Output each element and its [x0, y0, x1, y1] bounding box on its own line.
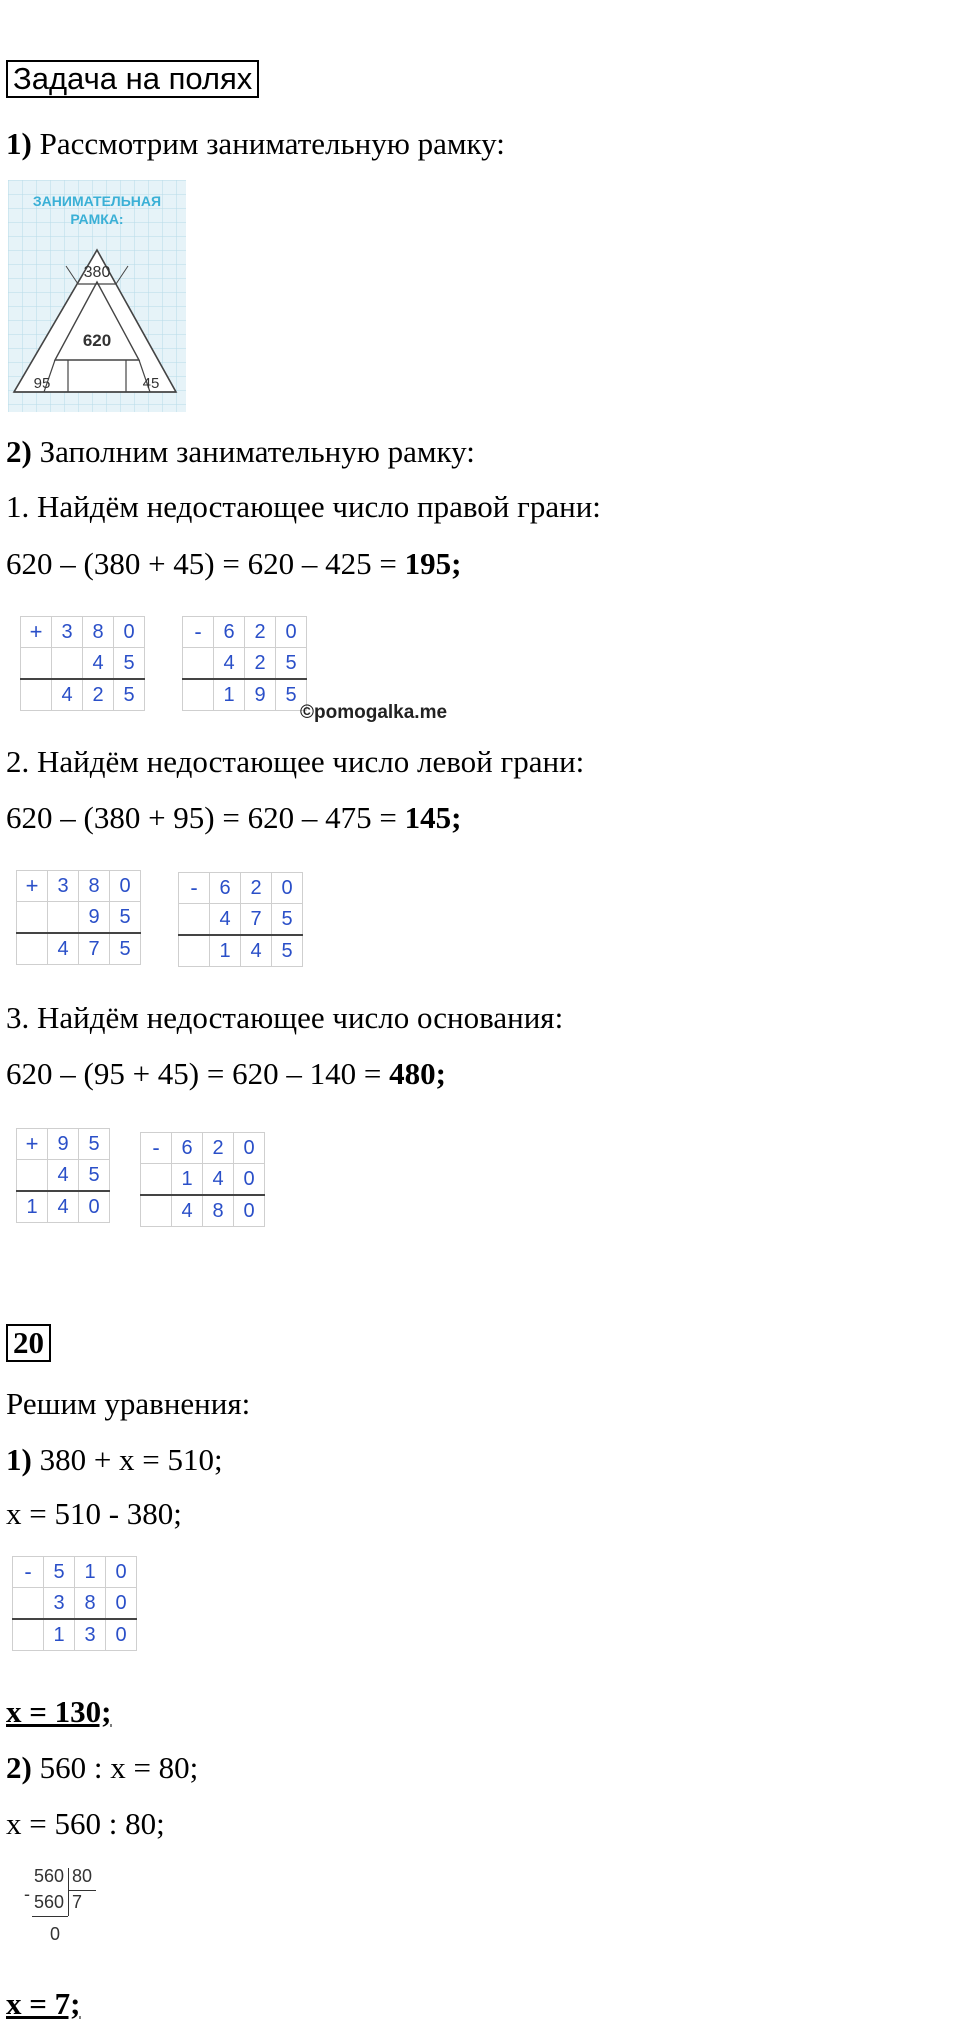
operator-cell: - — [183, 617, 214, 648]
step-2-number: 2) — [6, 434, 32, 469]
grid-row — [141, 1195, 265, 1227]
digit-cell: 5 — [272, 904, 303, 936]
digit-cell: 7 — [79, 933, 110, 965]
digit-cell: 0 — [110, 871, 141, 902]
grid-row — [13, 1588, 137, 1620]
digit-cell: 3 — [44, 1588, 75, 1620]
step-1-number: 1) — [6, 126, 32, 161]
digit-cell: 5 — [110, 933, 141, 965]
digit-cell: 4 — [210, 904, 241, 936]
equation-2-answer: x = 7; — [6, 1986, 81, 2021]
watermark: ©pomogalka.me — [300, 702, 448, 723]
part-1-answer: 195; — [404, 546, 462, 581]
step-2-text: Заполним занимательную рамку: — [31, 434, 475, 469]
digit-cell: 0 — [106, 1619, 137, 1651]
digit-cell: 1 — [44, 1619, 75, 1651]
digit-cell: 4 — [172, 1195, 203, 1227]
digit-cell: 4 — [214, 648, 245, 680]
digit-cell: 3 — [75, 1619, 106, 1651]
part-1-expr: 620 – (380 + 45) = 620 – 425 = — [6, 546, 405, 581]
task-20-number-line — [6, 1324, 51, 1362]
digit-cell — [48, 902, 79, 934]
digit-cell — [52, 648, 83, 680]
digit-cell — [17, 902, 48, 934]
equation-2 — [6, 1750, 198, 1786]
digit-cell: 0 — [106, 1557, 137, 1588]
digit-cell: 2 — [203, 1133, 234, 1164]
grid-row — [179, 873, 303, 904]
digit-cell: 4 — [203, 1164, 234, 1196]
grid-row — [183, 679, 307, 711]
digit-cell — [179, 935, 210, 967]
digit-cell: 1 — [210, 935, 241, 967]
part-2-answer: 145; — [404, 800, 462, 835]
digit-cell: 1 — [172, 1164, 203, 1196]
digit-cell — [183, 679, 214, 711]
digit-cell: 5 — [79, 1129, 110, 1160]
digit-cell: 4 — [48, 1160, 79, 1192]
part-1-expression — [6, 546, 461, 582]
digit-cell — [141, 1164, 172, 1196]
digit-cell: 9 — [48, 1129, 79, 1160]
digit-cell: 2 — [245, 648, 276, 680]
division-minus-sign: - — [24, 1884, 30, 1904]
frame-top-value: 380 — [83, 264, 111, 281]
part-3-answer: 480; — [389, 1056, 446, 1091]
digit-cell: 0 — [272, 873, 303, 904]
digit-cell: 0 — [234, 1133, 265, 1164]
digit-cell — [183, 648, 214, 680]
task-20-number: 20 — [6, 1324, 51, 1362]
digit-cell: 3 — [48, 871, 79, 902]
equation-1 — [6, 1442, 223, 1478]
equation-2-step: x = 560 : 80; — [6, 1806, 165, 1841]
grid-row — [17, 1160, 110, 1192]
equation-1-text: 380 + x = 510; — [31, 1442, 223, 1477]
grid-row — [21, 648, 145, 680]
digit-cell: 4 — [52, 679, 83, 711]
digit-cell: 6 — [172, 1133, 203, 1164]
equation-2-text: 560 : x = 80; — [31, 1750, 199, 1785]
grid-row — [183, 648, 307, 680]
digit-cell: 4 — [48, 933, 79, 965]
digit-cell: 8 — [83, 617, 114, 648]
grid-row — [13, 1557, 137, 1588]
frame-center-value: 620 — [82, 331, 112, 350]
digit-cell: 4 — [83, 648, 114, 680]
equation-2-number: 2) — [6, 1750, 32, 1785]
digit-cell: 1 — [17, 1191, 48, 1223]
part-3-subtraction-grid — [140, 1132, 265, 1227]
division-remainder: 0 — [50, 1924, 61, 1944]
part-3-heading: 3. Найдём недостающее число основания: — [6, 1000, 564, 1035]
task-20-intro: Решим уравнения: — [6, 1386, 251, 1421]
digit-cell: 0 — [276, 617, 307, 648]
digit-cell: 0 — [234, 1164, 265, 1196]
digit-cell: 0 — [79, 1191, 110, 1223]
division-dividend: 560 — [34, 1866, 65, 1886]
digit-cell: 8 — [79, 871, 110, 902]
digit-cell: 1 — [75, 1557, 106, 1588]
digit-cell — [141, 1195, 172, 1227]
digit-cell: 5 — [114, 648, 145, 680]
digit-cell: 8 — [203, 1195, 234, 1227]
problem-title-line — [6, 60, 259, 98]
division-divisor: 80 — [72, 1866, 93, 1886]
digit-cell: 3 — [52, 617, 83, 648]
digit-cell: 5 — [272, 935, 303, 967]
operator-cell: - — [13, 1557, 44, 1588]
grid-row — [183, 617, 307, 648]
frame-title-2: РАМКА: — [70, 211, 124, 227]
digit-cell: 2 — [241, 873, 272, 904]
part-2-heading: 2. Найдём недостающее число левой грани: — [6, 744, 585, 779]
digit-cell: 8 — [75, 1588, 106, 1620]
digit-cell: 5 — [276, 648, 307, 680]
grid-row — [141, 1133, 265, 1164]
digit-cell: 1 — [214, 679, 245, 711]
step-1-line — [6, 126, 505, 162]
digit-cell: 9 — [79, 902, 110, 934]
part-2-expression — [6, 800, 461, 836]
grid-row — [17, 1191, 110, 1223]
operator-cell: - — [179, 873, 210, 904]
grid-row — [17, 871, 141, 902]
digit-cell: 5 — [44, 1557, 75, 1588]
frame-bottom-left-value: 95 — [33, 375, 51, 392]
frame-bottom-right-value: 45 — [142, 375, 160, 392]
digit-cell: 2 — [245, 617, 276, 648]
part-2-addition-grid — [16, 870, 141, 965]
digit-cell — [17, 1160, 48, 1192]
digit-cell — [13, 1588, 44, 1620]
part-2-subtraction-grid — [178, 872, 303, 967]
frame-title-1: ЗАНИМАТЕЛЬНАЯ — [32, 193, 162, 209]
digit-cell — [179, 904, 210, 936]
operator-cell: + — [17, 1129, 48, 1160]
digit-cell: 9 — [245, 679, 276, 711]
grid-row — [17, 902, 141, 934]
digit-cell: 2 — [83, 679, 114, 711]
digit-cell — [13, 1619, 44, 1651]
grid-row — [17, 933, 141, 965]
step-1-text: Рассмотрим занимательную рамку: — [31, 126, 505, 161]
division-quotient: 7 — [72, 1892, 83, 1912]
part-1-heading: 1. Найдём недостающее число правой грани: — [6, 489, 601, 524]
digit-cell — [21, 648, 52, 680]
part-1-subtraction-grid — [182, 616, 307, 711]
grid-row — [179, 935, 303, 967]
problem-title: Задача на полях — [6, 60, 259, 98]
equation-1-subtraction-grid — [12, 1556, 137, 1651]
digit-cell: 4 — [241, 935, 272, 967]
digit-cell — [17, 933, 48, 965]
digit-cell: 4 — [48, 1191, 79, 1223]
digit-cell: 5 — [79, 1160, 110, 1192]
digit-cell: 0 — [234, 1195, 265, 1227]
digit-cell: 6 — [210, 873, 241, 904]
puzzle-frame-image — [8, 180, 186, 412]
digit-cell: 0 — [114, 617, 145, 648]
digit-cell: 5 — [110, 902, 141, 934]
grid-row — [179, 904, 303, 936]
grid-row — [13, 1619, 137, 1651]
grid-row — [141, 1164, 265, 1196]
part-3-expression — [6, 1056, 446, 1092]
part-2-expr: 620 – (380 + 95) = 620 – 475 = — [6, 800, 405, 835]
division-result-bar — [32, 1916, 68, 1917]
equation-1-number: 1) — [6, 1442, 32, 1477]
long-division — [22, 1866, 112, 1962]
step-2-line — [6, 434, 475, 470]
division-vertical-bar — [68, 1868, 69, 1916]
operator-cell: - — [141, 1133, 172, 1164]
division-subtrahend: 560 — [34, 1892, 65, 1912]
grid-row — [21, 617, 145, 648]
grid-row — [17, 1129, 110, 1160]
part-3-addition-grid — [16, 1128, 110, 1223]
digit-cell: 7 — [241, 904, 272, 936]
equation-1-answer: x = 130; — [6, 1694, 112, 1729]
digit-cell: 5 — [276, 679, 307, 711]
part-1-addition-grid — [20, 616, 145, 711]
part-3-expr: 620 – (95 + 45) = 620 – 140 = — [6, 1056, 390, 1091]
division-quotient-bar — [68, 1890, 96, 1891]
digit-cell: 6 — [214, 617, 245, 648]
digit-cell: 5 — [114, 679, 145, 711]
equation-1-step: x = 510 - 380; — [6, 1496, 182, 1531]
grid-row — [21, 679, 145, 711]
digit-cell — [21, 679, 52, 711]
operator-cell: + — [17, 871, 48, 902]
operator-cell: + — [21, 617, 52, 648]
digit-cell: 0 — [106, 1588, 137, 1620]
